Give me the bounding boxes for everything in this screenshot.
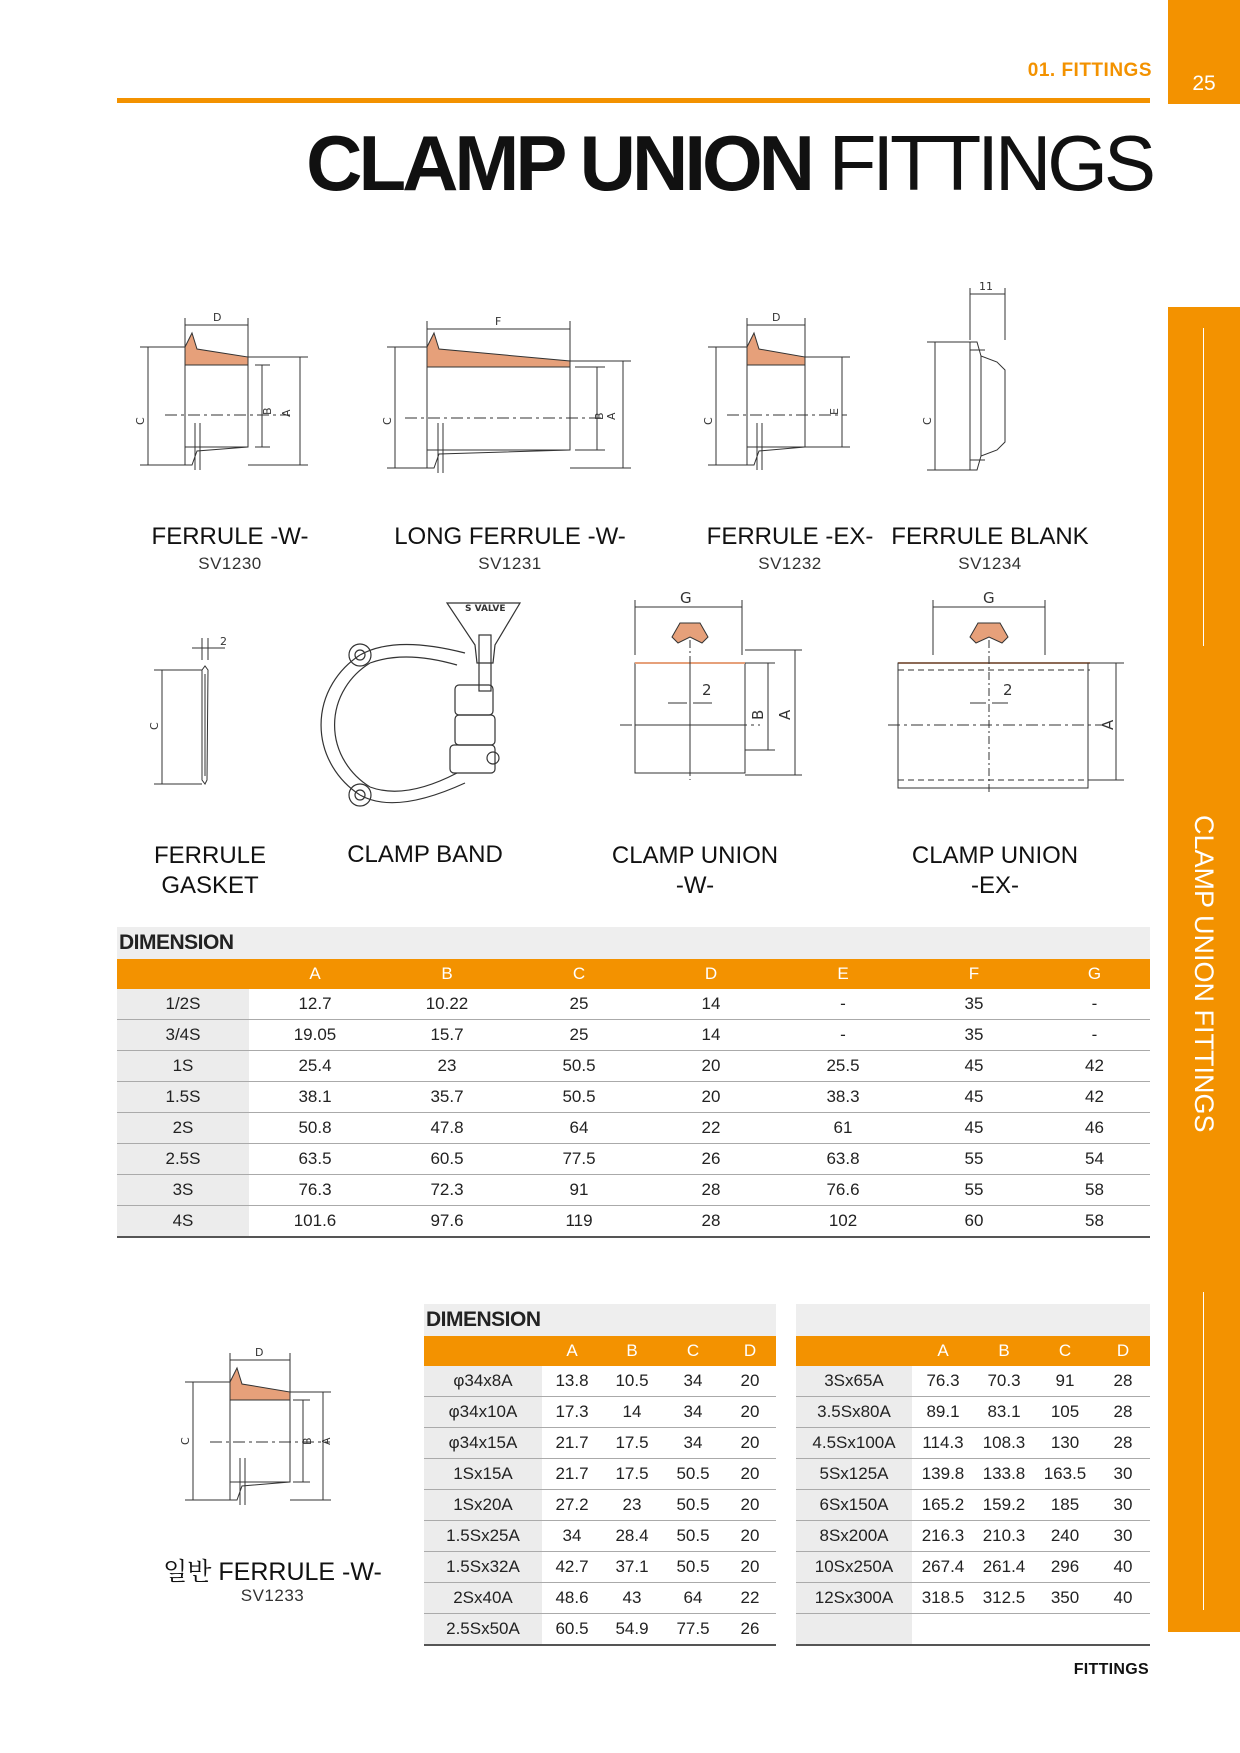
table-cell: 97.6	[381, 1206, 513, 1238]
table-cell: 139.8	[912, 1459, 974, 1490]
table-cell: 17.5	[602, 1459, 662, 1490]
table-cell: 50.5	[513, 1051, 645, 1082]
product-code-general-ferrule-w: SV1233	[240, 1586, 305, 1605]
table-cell: 50.5	[662, 1521, 724, 1552]
clamp-union-w-drawing	[620, 589, 820, 820]
table-cell: 76.6	[777, 1175, 909, 1206]
title-light: FITTINGS	[828, 119, 1152, 207]
footer-label: FITTINGS	[1073, 1661, 1149, 1678]
table-title-blank	[796, 1304, 1150, 1336]
product-name-general-ferrule-w: 일반 FERRULE -W-	[163, 1558, 382, 1586]
table-cell: 165.2	[912, 1490, 974, 1521]
table-cell: 89.1	[912, 1397, 974, 1428]
svg-text:E: E	[828, 408, 841, 415]
table-cell: 26	[724, 1614, 776, 1646]
table-cell: 267.4	[912, 1552, 974, 1583]
table-cell: 20	[645, 1051, 777, 1082]
table-cell: 64	[662, 1583, 724, 1614]
table-row	[796, 1614, 1150, 1646]
table-cell: 63.5	[249, 1144, 381, 1175]
table-row	[117, 1144, 1150, 1175]
svg-text:11: 11	[979, 280, 993, 293]
table-cell: 22	[724, 1583, 776, 1614]
product-code-long-ferrule-w: SV1231	[478, 554, 542, 573]
product-code-ferrule-w: SV1230	[198, 554, 262, 573]
row-label-cell: 3Sx65A	[796, 1366, 912, 1397]
row-label-cell: φ34x15A	[424, 1428, 542, 1459]
row-label-cell: 1S	[117, 1051, 249, 1082]
table-row	[796, 1366, 1150, 1397]
table-row	[117, 1051, 1150, 1082]
table-cell: 91	[513, 1175, 645, 1206]
row-label-cell: 2S	[117, 1113, 249, 1144]
table-cell: 47.8	[381, 1113, 513, 1144]
table-cell: 17.5	[602, 1428, 662, 1459]
long-ferrule-w-drawing	[381, 305, 635, 510]
table-cell: 34	[662, 1428, 724, 1459]
table-cell: 350	[1034, 1583, 1096, 1614]
table-cell: 60.5	[542, 1614, 602, 1646]
row-label-cell: 1Sx20A	[424, 1490, 542, 1521]
table-cell: 210.3	[974, 1521, 1034, 1552]
table-cell: -	[777, 1020, 909, 1051]
ferrule-gasket-drawing	[140, 630, 240, 790]
table-cell: 28.4	[602, 1521, 662, 1552]
table-cell: 10.5	[602, 1366, 662, 1397]
table-cell: 163.5	[1034, 1459, 1096, 1490]
row-label-cell: 1/2S	[117, 989, 249, 1020]
table-cell: 21.7	[542, 1459, 602, 1490]
row-label-cell: 4S	[117, 1206, 249, 1238]
svg-text:C: C	[134, 417, 147, 425]
table-cell: 55	[909, 1144, 1039, 1175]
ferrule-w-drawing	[134, 305, 320, 510]
table-cell: 28	[1096, 1428, 1150, 1459]
table-cell: 240	[1034, 1521, 1096, 1552]
table-cell: 50.5	[662, 1552, 724, 1583]
table-cell: 159.2	[974, 1490, 1034, 1521]
table-cell: 58	[1039, 1206, 1150, 1238]
general-ferrule-w-drawing	[179, 1340, 345, 1545]
table-cell: 20	[724, 1366, 776, 1397]
table-cell: 25	[513, 1020, 645, 1051]
row-label-cell: φ34x8A	[424, 1366, 542, 1397]
row-label-cell: 12Sx300A	[796, 1583, 912, 1614]
table-cell: 30	[1096, 1521, 1150, 1552]
svg-text:2: 2	[1003, 681, 1013, 699]
table-cell	[1034, 1614, 1096, 1646]
table-cell: 50.5	[662, 1459, 724, 1490]
table-cell: 46	[1039, 1113, 1150, 1144]
table-row	[424, 1428, 776, 1459]
table-cell: 35.7	[381, 1082, 513, 1113]
table-row	[117, 1206, 1150, 1238]
svg-text:B: B	[301, 1437, 314, 1445]
clamp-band-drawing	[315, 595, 545, 820]
table-cell: 50.8	[249, 1113, 381, 1144]
table-cell: 45	[909, 1051, 1039, 1082]
svg-text:A: A	[280, 409, 293, 417]
table-row	[424, 1614, 776, 1646]
table-title: DIMENSION	[424, 1304, 776, 1336]
row-label-cell: 3.5Sx80A	[796, 1397, 912, 1428]
table-row	[117, 1113, 1150, 1144]
svg-text:G: G	[983, 589, 995, 607]
table-header-row: A B C D E F G	[117, 959, 1150, 989]
table-cell: 14	[645, 1020, 777, 1051]
product-code-ferrule-blank: SV1234	[958, 554, 1022, 573]
svg-text:C: C	[702, 417, 715, 425]
header-rule	[117, 98, 1150, 103]
table-cell: 28	[645, 1206, 777, 1238]
table-cell: 19.05	[249, 1020, 381, 1051]
table-cell: 15.7	[381, 1020, 513, 1051]
table-cell: 133.8	[974, 1459, 1034, 1490]
table-row	[117, 1082, 1150, 1113]
table-cell: 20	[724, 1459, 776, 1490]
table-cell: 20	[645, 1082, 777, 1113]
table-cell: 63.8	[777, 1144, 909, 1175]
page-number: 25	[1192, 72, 1216, 95]
row-label-cell: 1Sx15A	[424, 1459, 542, 1490]
section-label: 01. FITTINGS	[1027, 60, 1152, 81]
table-cell: 28	[1096, 1397, 1150, 1428]
dim-label: D	[213, 311, 222, 324]
table-cell: 43	[602, 1583, 662, 1614]
table-cell: 61	[777, 1113, 909, 1144]
table-header-row: A B C D	[424, 1336, 776, 1366]
table-cell: 20	[724, 1490, 776, 1521]
table-row	[117, 1020, 1150, 1051]
table-cell: -	[1039, 1020, 1150, 1051]
product-name-ferrule-blank: FERRULE BLANK	[891, 523, 1089, 550]
table-row	[424, 1459, 776, 1490]
table-cell: 114.3	[912, 1428, 974, 1459]
svg-text:D: D	[772, 311, 781, 324]
table-cell: 34	[662, 1366, 724, 1397]
svg-text:A: A	[320, 1437, 333, 1445]
table-cell: 30	[1096, 1490, 1150, 1521]
table-row	[796, 1428, 1150, 1459]
table-cell: 72.3	[381, 1175, 513, 1206]
product-name-clamp-band: CLAMP BAND	[347, 841, 503, 868]
row-label-cell	[796, 1614, 912, 1646]
table-cell: 23	[381, 1051, 513, 1082]
row-label-cell: 1.5Sx32A	[424, 1552, 542, 1583]
svg-text:A: A	[776, 709, 794, 720]
row-label-cell: 3/4S	[117, 1020, 249, 1051]
svg-text:A: A	[605, 412, 618, 420]
table-cell: 60	[909, 1206, 1039, 1238]
svg-text:B: B	[749, 709, 767, 720]
table-cell: 119	[513, 1206, 645, 1238]
svg-text:D: D	[255, 1346, 264, 1359]
table-cell: 261.4	[974, 1552, 1034, 1583]
clamp-union-ex-drawing	[888, 589, 1128, 820]
ferrule-blank-drawing	[915, 280, 1025, 510]
table-cell: 14	[602, 1397, 662, 1428]
row-label-cell: 8Sx200A	[796, 1521, 912, 1552]
table-cell: 216.3	[912, 1521, 974, 1552]
table-row	[424, 1583, 776, 1614]
table-cell: 20	[724, 1521, 776, 1552]
product-name-clamp-union-ex: CLAMP UNION -EX-	[911, 842, 1079, 899]
table-cell: 17.3	[542, 1397, 602, 1428]
svg-text:A: A	[1099, 719, 1117, 730]
table-title: DIMENSION	[117, 927, 1150, 959]
table-cell: 54.9	[602, 1614, 662, 1646]
table-cell: 48.6	[542, 1583, 602, 1614]
side-tab-label: CLAMP UNION FITTINGS	[1189, 815, 1219, 1133]
side-tab-line-top	[1203, 328, 1204, 646]
ferrule-ex-drawing	[702, 305, 862, 510]
table-row	[796, 1521, 1150, 1552]
table-row	[424, 1521, 776, 1552]
table-cell: 12.7	[249, 989, 381, 1020]
row-label-cell: 2.5S	[117, 1144, 249, 1175]
table-cell: 91	[1034, 1366, 1096, 1397]
svg-text:G: G	[680, 589, 692, 607]
dimension-table-left	[424, 1304, 776, 1646]
table-cell	[912, 1614, 974, 1646]
table-cell: 130	[1034, 1428, 1096, 1459]
table-cell: 28	[1096, 1366, 1150, 1397]
table-cell: 50.5	[513, 1082, 645, 1113]
product-name-ferrule-ex: FERRULE -EX-	[706, 523, 874, 550]
table-cell: 64	[513, 1113, 645, 1144]
table-row	[424, 1490, 776, 1521]
table-row	[424, 1397, 776, 1428]
table-row	[424, 1552, 776, 1583]
table-cell: 35	[909, 989, 1039, 1020]
table-cell: 25.5	[777, 1051, 909, 1082]
table-cell: 55	[909, 1175, 1039, 1206]
side-tab-line-bottom	[1203, 1292, 1204, 1610]
table-cell: 38.1	[249, 1082, 381, 1113]
table-cell	[974, 1614, 1034, 1646]
table-cell	[1096, 1614, 1150, 1646]
table-cell: 105	[1034, 1397, 1096, 1428]
product-name-clamp-union-w: CLAMP UNION -W-	[611, 842, 779, 899]
table-cell: 40	[1096, 1552, 1150, 1583]
table-cell: 20	[724, 1397, 776, 1428]
table-cell: 76.3	[912, 1366, 974, 1397]
row-label-cell: 1.5S	[117, 1082, 249, 1113]
table-cell: 108.3	[974, 1428, 1034, 1459]
table-cell: 42	[1039, 1051, 1150, 1082]
table-cell: 318.5	[912, 1583, 974, 1614]
table-cell: 70.3	[974, 1366, 1034, 1397]
side-tab-label-wrap	[1186, 815, 1222, 1133]
table-row	[796, 1459, 1150, 1490]
svg-text:F: F	[495, 315, 502, 328]
table-cell: 54	[1039, 1144, 1150, 1175]
table-row	[117, 989, 1150, 1020]
table-cell: 37.1	[602, 1552, 662, 1583]
table-cell: 38.3	[777, 1082, 909, 1113]
table-cell: 60.5	[381, 1144, 513, 1175]
table-cell: 101.6	[249, 1206, 381, 1238]
table-cell: 77.5	[662, 1614, 724, 1646]
table-cell: 40	[1096, 1583, 1150, 1614]
page-title	[306, 118, 1152, 209]
table-row	[796, 1490, 1150, 1521]
dimension-table-main	[117, 927, 1150, 1238]
table-cell: 76.3	[249, 1175, 381, 1206]
title-bold: CLAMP UNION	[306, 119, 812, 207]
svg-text:B: B	[593, 412, 606, 420]
svg-text:C: C	[179, 1437, 192, 1445]
table-cell: 21.7	[542, 1428, 602, 1459]
table-cell: -	[777, 989, 909, 1020]
table-cell: 50.5	[662, 1490, 724, 1521]
table-row	[796, 1397, 1150, 1428]
row-label-cell: 2.5Sx50A	[424, 1614, 542, 1646]
table-cell: 25.4	[249, 1051, 381, 1082]
table-cell: 296	[1034, 1552, 1096, 1583]
svg-text:C: C	[148, 722, 161, 730]
table-cell: -	[1039, 989, 1150, 1020]
table-cell: 26	[645, 1144, 777, 1175]
product-name-ferrule-w: FERRULE -W-	[151, 523, 309, 550]
table-cell: 22	[645, 1113, 777, 1144]
table-cell: 42	[1039, 1082, 1150, 1113]
table-cell: 20	[724, 1428, 776, 1459]
svg-text:S VALVE: S VALVE	[465, 604, 506, 614]
row-label-cell: 4.5Sx100A	[796, 1428, 912, 1459]
product-code-ferrule-ex: SV1232	[758, 554, 822, 573]
table-cell: 10.22	[381, 989, 513, 1020]
row-label-cell: 1.5Sx25A	[424, 1521, 542, 1552]
table-cell: 30	[1096, 1459, 1150, 1490]
svg-text:C: C	[921, 417, 934, 425]
table-row	[117, 1175, 1150, 1206]
table-cell: 58	[1039, 1175, 1150, 1206]
table-cell: 185	[1034, 1490, 1096, 1521]
product-name-ferrule-gasket: FERRULE GASKET	[153, 842, 267, 899]
svg-text:2: 2	[220, 635, 227, 648]
svg-text:C: C	[381, 417, 394, 425]
row-label-cell: 10Sx250A	[796, 1552, 912, 1583]
table-cell: 23	[602, 1490, 662, 1521]
dimension-table	[117, 959, 1150, 1238]
table-row	[796, 1552, 1150, 1583]
table-cell: 25	[513, 989, 645, 1020]
table-cell: 45	[909, 1113, 1039, 1144]
row-label-cell: 5Sx125A	[796, 1459, 912, 1490]
table-cell: 28	[645, 1175, 777, 1206]
table-cell: 312.5	[974, 1583, 1034, 1614]
svg-text:B: B	[261, 407, 274, 415]
row-label-cell: 2Sx40A	[424, 1583, 542, 1614]
table-cell: 45	[909, 1082, 1039, 1113]
row-label-cell: 3S	[117, 1175, 249, 1206]
table-cell: 13.8	[542, 1366, 602, 1397]
table-cell: 42.7	[542, 1552, 602, 1583]
svg-text:2: 2	[702, 681, 712, 699]
table-header-row: A B C D	[796, 1336, 1150, 1366]
table-cell: 77.5	[513, 1144, 645, 1175]
table-cell: 35	[909, 1020, 1039, 1051]
product-name-long-ferrule-w: LONG FERRULE -W-	[394, 523, 626, 550]
table-cell: 14	[645, 989, 777, 1020]
dimension-table-right	[796, 1304, 1150, 1646]
table-cell: 83.1	[974, 1397, 1034, 1428]
table-cell: 102	[777, 1206, 909, 1238]
table-cell: 20	[724, 1552, 776, 1583]
table-cell: 34	[662, 1397, 724, 1428]
table-cell: 34	[542, 1521, 602, 1552]
row-label-cell: φ34x10A	[424, 1397, 542, 1428]
table-row	[424, 1366, 776, 1397]
table-row	[796, 1583, 1150, 1614]
table-cell: 27.2	[542, 1490, 602, 1521]
row-label-cell: 6Sx150A	[796, 1490, 912, 1521]
